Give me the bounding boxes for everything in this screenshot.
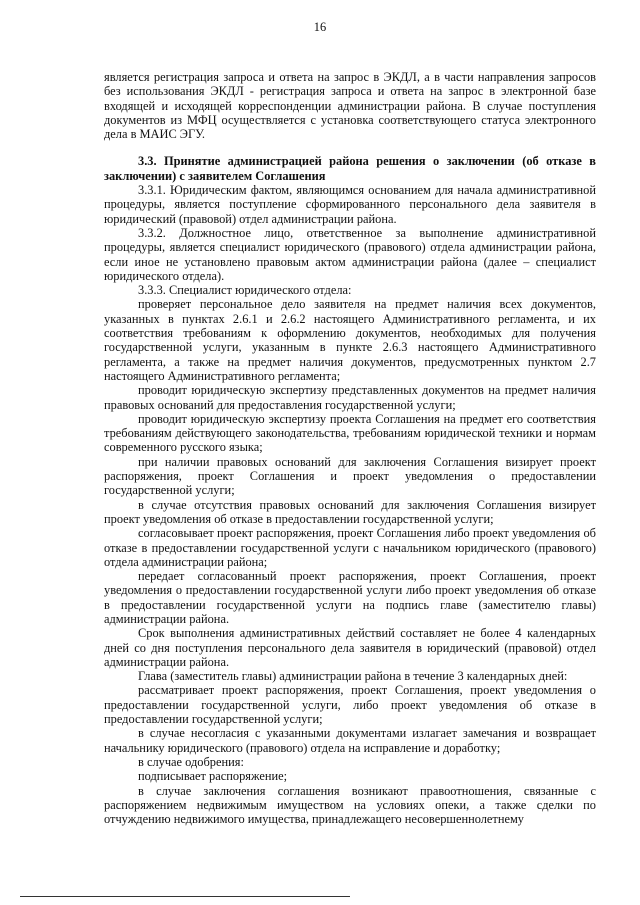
paragraph: 3.3.3. Специалист юридического отдела: [138, 283, 352, 298]
paragraph: Срок выполнения административных действий составляет не более 4 календарных дней со дня поступления персонального дела заявителя в юридический (правовой) отдел администрации района. [104, 626, 596, 669]
paragraph: рассматривает проект распоряжения, проект Соглашения, проект уведомления о предоставлении государственной услуги, либо проект уведомления об отказе в предоставлении государственной услуги; [104, 683, 596, 727]
document-body [104, 70, 596, 826]
paragraph: Глава (заместитель главы) администрации района в течение 3 календарных дней: [138, 669, 568, 684]
paragraph: передает согласованный проект распоряжения, проект Соглашения, проект уведомления о предоставлении государственной услуги либо проект уведомления об отказе в предоставлении государственной услуги на подпись главе (заместителю главы) администрации района. [104, 569, 596, 626]
paragraph: в случае отсутствия правовых оснований для заключения Соглашения визирует проект уведомления об отказе в предоставлении государственной услуги; [104, 497, 596, 526]
paragraph: в случае заключения соглашения возникают правоотношения, связанные с распоряжением недвижимым имуществом на условиях опеки, а также сделки по отчуждению недвижимого имущества, принадлежащего несовершеннолетнему [104, 783, 596, 827]
section-gap [104, 141, 596, 154]
paragraph: 3.3.2. Должностное лицо, ответственное за выполнение административной процедуры, является специалист юридического (правового) отдела администрации района, если иное не установлено правовым актом администрации района (далее – специалист юридического отдела). [104, 225, 596, 283]
section-heading: 3.3. Принятие администрацией района решения о заключении (об отказе в заключении) с заявителем Соглашения [104, 154, 596, 183]
paragraph: проводит юридическую экспертизу представленных документов на предмет наличия правовых оснований для предоставления государственной услуги; [104, 383, 596, 412]
paragraph: при наличии правовых оснований для заключения Соглашения визирует проект распоряжения, проект Соглашения и проект уведомления о предоставлении государственной услуги; [104, 454, 596, 498]
paragraph: подписывает распоряжение; [138, 769, 288, 784]
page-number: 16 [313, 20, 327, 34]
intro-paragraph: является регистрация запроса и ответа на запрос в ЭКДЛ, а в части направления запросов без использования ЭКДЛ - регистрация запроса и ответа на запрос в электронной базе входящей и исходящей корреспонденции администрации района. В случае поступления документов из МФЦ осуществляется с установка соответствующего статуса электронного дела в МАИС ЭГУ. [104, 70, 596, 142]
paragraph: согласовывает проект распоряжения, проект Соглашения либо проект уведомления об отказе в предоставлении государственной услуги с начальником юридического (правового) отдела администрации района; [104, 526, 596, 569]
footnote-divider [20, 896, 350, 897]
paragraph: проводит юридическую экспертизу проекта Соглашения на предмет его соответствия требованиям действующего законодательства, требованиям юридической техники и нормам современного русского языка; [104, 411, 596, 455]
paragraph: в случае одобрения: [138, 754, 244, 769]
paragraph: проверяет персональное дело заявителя на предмет наличия всех документов, указанных в пунктах 2.6.1 и 2.6.2 настоящего Административного регламента, и их соответствия требованиям к оформлению документов, необходимых для получения государственной услуги, указанным в пункте 2.6.3 настоящего Административного регламента, а также на предмет наличия документов, предусмотренных пунктом 2.7 настоящего Административного регламента; [104, 297, 596, 383]
paragraph: 3.3.1. Юридическим фактом, являющимся основанием для начала административной процедуры, является поступление сформированного персонального дела заявителя в юридический (правовой) отдел администрации района. [104, 183, 596, 226]
paragraph: в случае несогласия с указанными документами излагает замечания и возвращает начальнику юридического (правового) отдела на исправление и доработку; [104, 726, 596, 755]
